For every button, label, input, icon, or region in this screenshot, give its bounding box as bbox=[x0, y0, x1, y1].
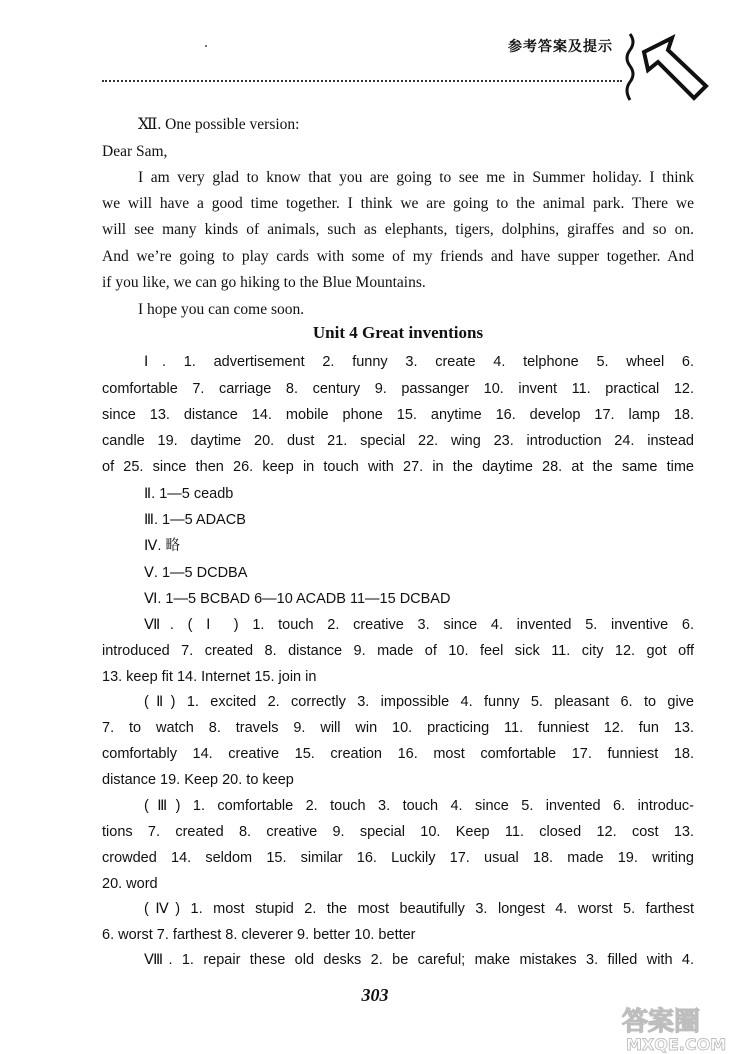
letter-heading: Ⅻ. One possible version: bbox=[138, 116, 300, 133]
answer-line: 13. keep fit 14. Internet 15. join in bbox=[102, 669, 317, 685]
answer-line: introduced 7. created 8. distance 9. made of 10. feel sick 11. city 12. got off bbox=[102, 643, 694, 659]
letter-line: we will have a good time together. I think we are going to the animal park. There we bbox=[102, 195, 694, 212]
header-speck bbox=[205, 45, 207, 47]
answer-line: 20. word bbox=[102, 876, 158, 892]
header-title: 参考答案及提示 bbox=[508, 39, 613, 55]
letter-closing: I hope you can come soon. bbox=[138, 301, 305, 318]
answer-line: since 13. distance 14. mobile phone 15. anytime 16. develop 17. lamp 18. bbox=[102, 407, 694, 423]
answer-line: Ⅰ. 1. advertisement 2. funny 3. create 4. telphone 5. wheel 6. bbox=[144, 354, 694, 370]
answer-line: Ⅶ. ( Ⅰ ) 1. touch 2. creative 3. since 4. invented 5. inventive 6. bbox=[144, 617, 694, 633]
answer-line: crowded 14. seldom 15. similar 16. Luckily 17. usual 18. made 19. writing bbox=[102, 850, 694, 866]
page-number: 303 bbox=[361, 985, 389, 1005]
letter-line: will see many kinds of animals, such as elephants, tigers, dolphins, giraffes and so on. bbox=[102, 221, 694, 238]
answer-line: Ⅲ. 1—5 ADACB bbox=[144, 512, 246, 528]
answer-line: comfortably 14. creative 15. creation 16. most comfortable 17. funniest 18. bbox=[102, 746, 694, 762]
answer-line: (Ⅲ) 1. comfortable 2. touch 3. touch 4. since 5. invented 6. introduc- bbox=[144, 798, 694, 814]
answer-line: comfortable 7. carriage 8. century 9. passanger 10. invent 11. practical 12. bbox=[102, 381, 694, 397]
watermark-logo bbox=[618, 1000, 748, 1054]
letter-line: And we’re going to play cards with some of my friends and have supper together. And bbox=[102, 248, 694, 265]
header-dotted-rule bbox=[102, 80, 622, 82]
page-header bbox=[0, 0, 750, 110]
answer-line: Ⅱ. 1—5 ceadb bbox=[144, 486, 234, 502]
answer-line: (Ⅳ) 1. most stupid 2. the most beautifully 3. longest 4. worst 5. farthest bbox=[144, 901, 694, 917]
answer-line: 7. to watch 8. travels 9. will win 10. practicing 11. funniest 12. fun 13. bbox=[102, 720, 694, 736]
svg-text:MXQE.COM: MXQE.COM bbox=[626, 1035, 727, 1054]
letter-line: I am very glad to know that you are going to see me in Summer holiday. I think bbox=[138, 169, 694, 186]
answer-line: Ⅳ. 略 bbox=[144, 538, 180, 554]
answer-line: tions 7. created 8. creative 9. special 10. Keep 11. closed 12. cost 13. bbox=[102, 824, 694, 840]
answer-line: (Ⅱ) 1. excited 2. correctly 3. impossible 4. funny 5. pleasant 6. to give bbox=[144, 694, 694, 710]
letter-salutation: Dear Sam, bbox=[102, 143, 168, 160]
answer-line: Ⅷ. 1. repair these old desks 2. be careful; make mistakes 3. filled with 4. bbox=[144, 952, 694, 968]
arrow-icon bbox=[622, 30, 712, 110]
answer-line: candle 19. daytime 20. dust 21. special 22. wing 23. introduction 24. instead bbox=[102, 433, 694, 449]
unit-title: Unit 4 Great inventions bbox=[312, 323, 484, 342]
answer-line: 6. worst 7. farthest 8. cleverer 9. better 10. better bbox=[102, 927, 416, 943]
svg-text:答案圈: 答案圈 bbox=[622, 1007, 701, 1037]
letter-line: if you like, we can go hiking to the Blue Mountains. bbox=[102, 274, 426, 291]
answer-line: Ⅵ. 1—5 BCBAD 6—10 ACADB 11—15 DCBAD bbox=[144, 591, 451, 607]
answer-line: of 25. since then 26. keep in touch with 27. in the daytime 28. at the same time bbox=[102, 459, 694, 475]
answer-line: Ⅴ. 1—5 DCDBA bbox=[144, 565, 248, 581]
answer-line: distance 19. Keep 20. to keep bbox=[102, 772, 294, 788]
